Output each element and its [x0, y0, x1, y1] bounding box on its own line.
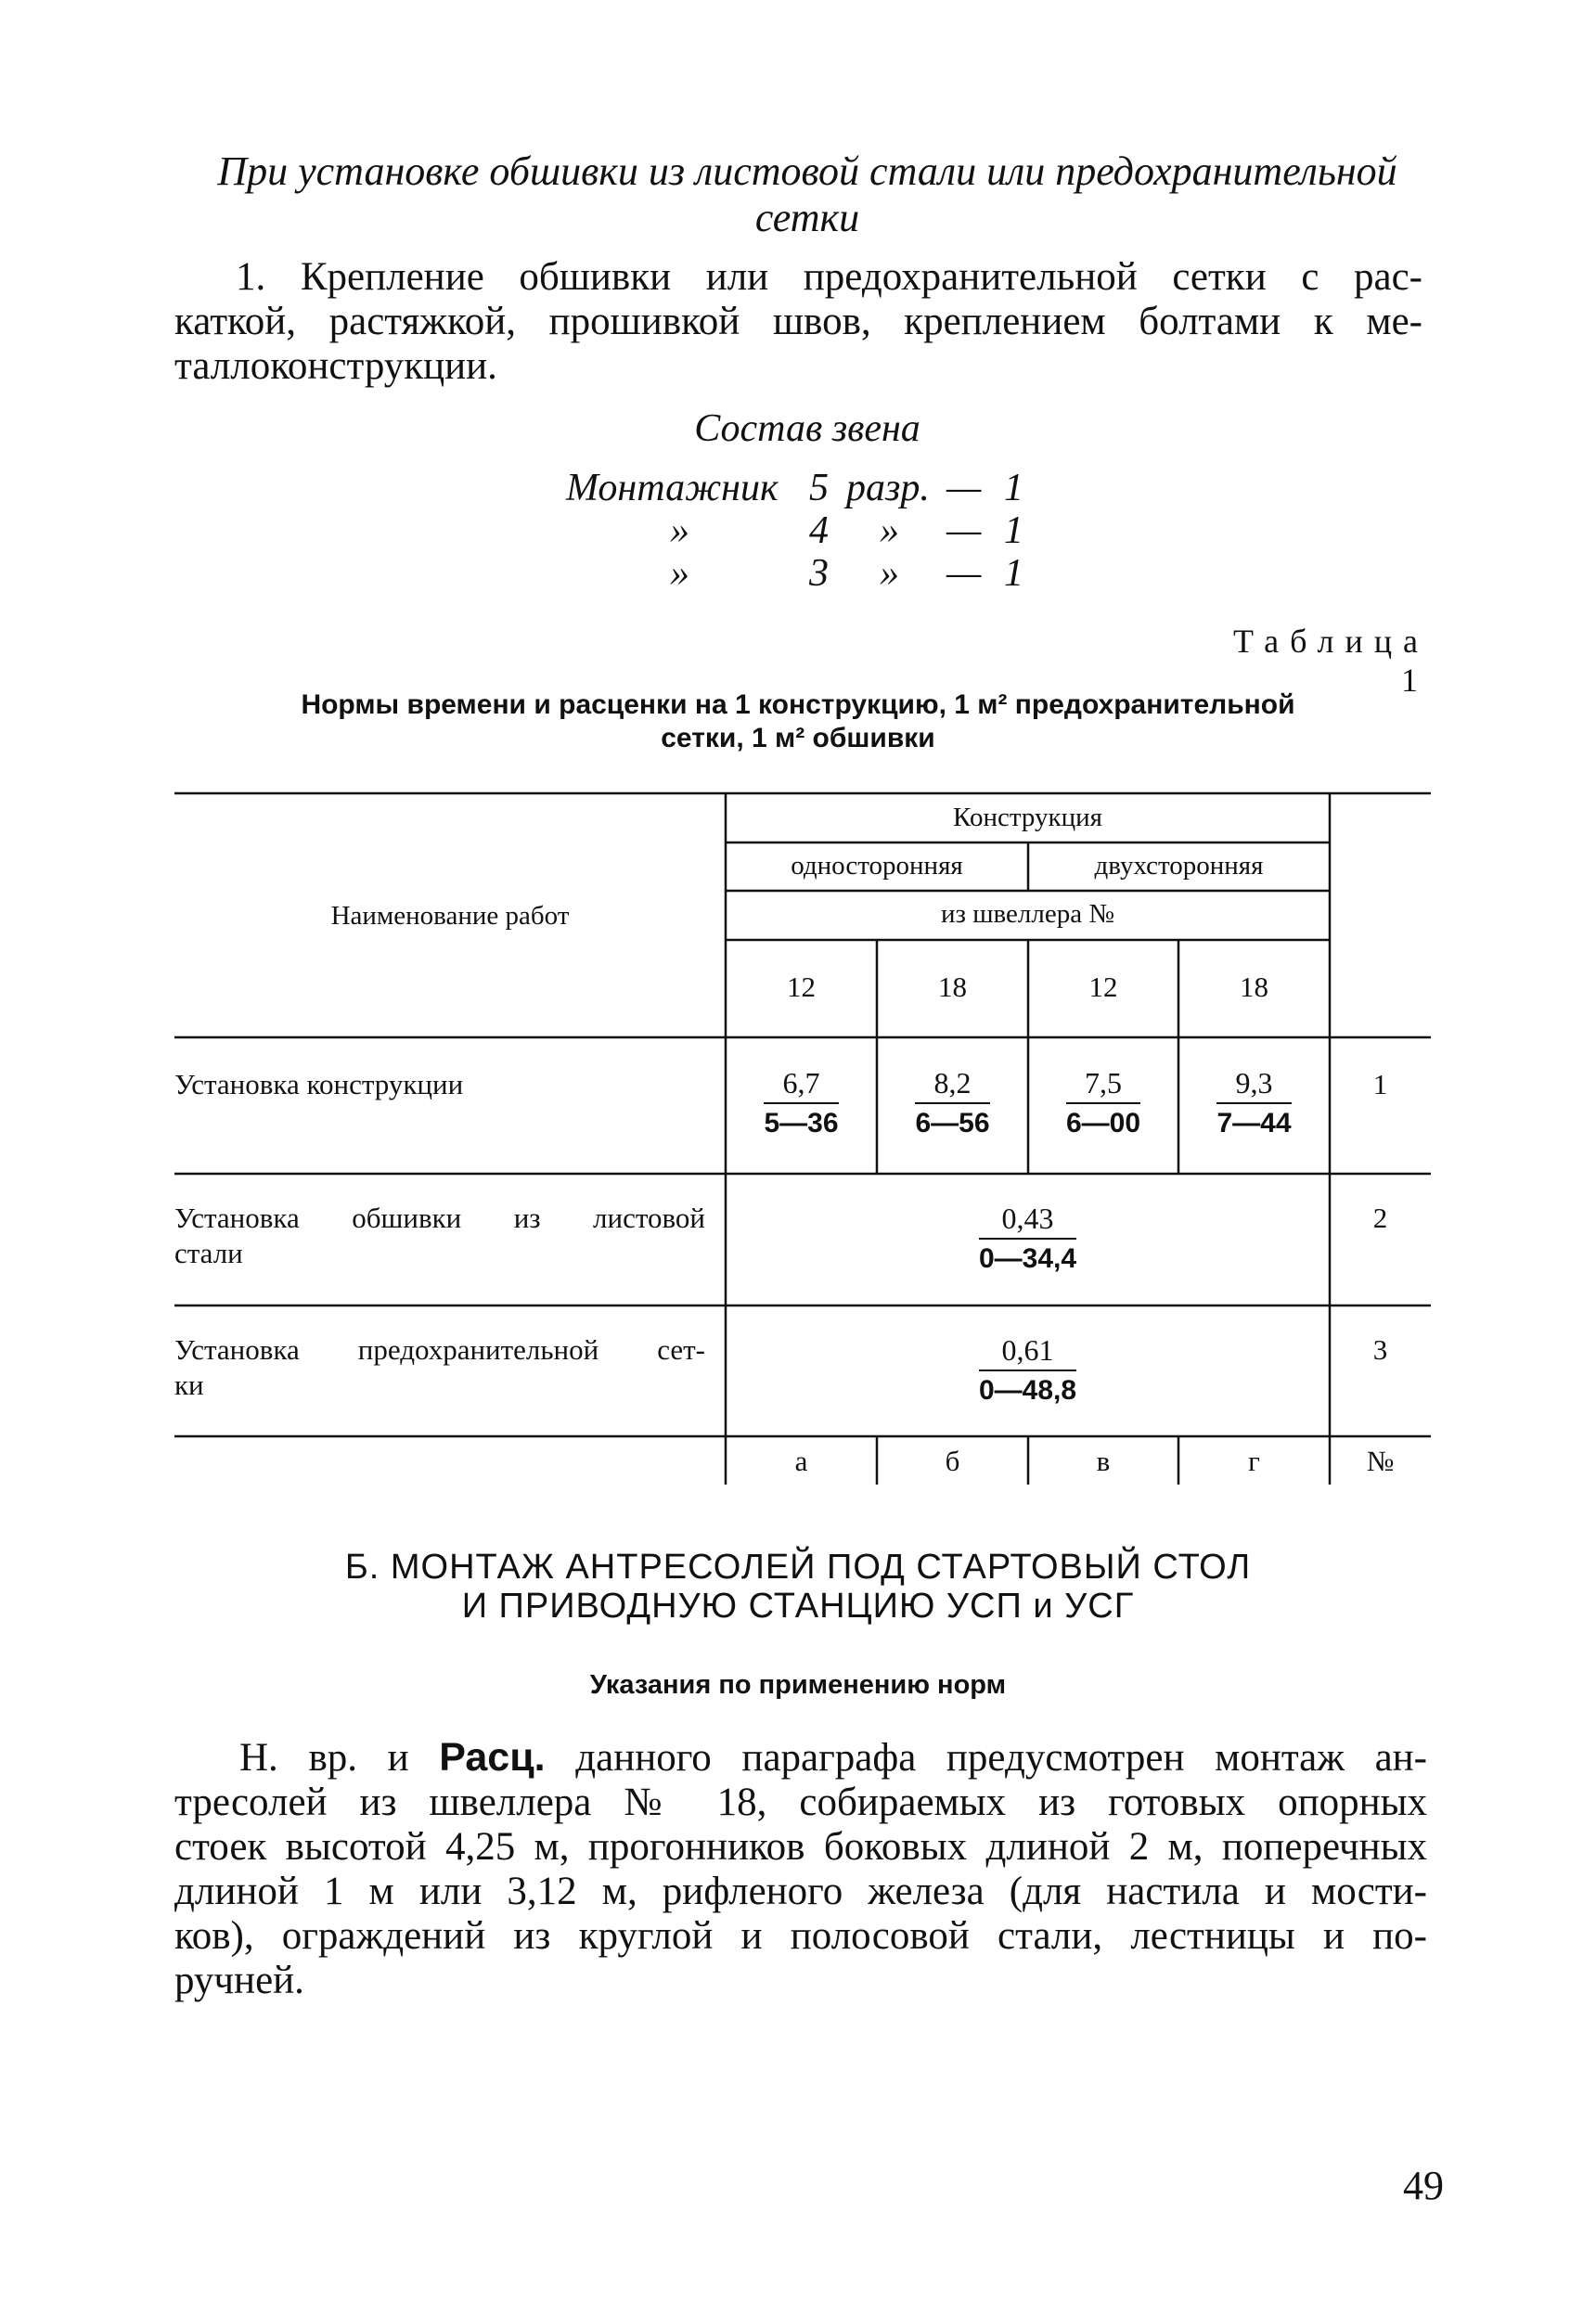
rate: 6—56 — [915, 1108, 990, 1138]
fraction — [979, 1201, 1076, 1277]
row-3-value — [726, 1332, 1330, 1408]
instructions-line3: стоек высотой 4,25 м, прогонников боковых длиной 2 м, поперечных — [174, 1825, 1427, 1869]
table-caption-line1: Нормы времени и расценки на 1 конструкцию, 1 м² предохранительной — [301, 689, 1295, 720]
row-2-work-name — [174, 1201, 705, 1271]
item-1-line3: таллоконструкции. — [174, 344, 497, 388]
row-3-work-name-line2: ки — [174, 1369, 204, 1401]
rate: 0—34,4 — [978, 1243, 1077, 1274]
column-header-work-name: Наименование работ — [330, 901, 570, 931]
crew-count: 1 — [1004, 509, 1023, 552]
fraction — [1066, 1065, 1140, 1141]
channel-number: 12 — [787, 971, 816, 1003]
row-3-work-name-line1: Установка предохранительной сет- — [174, 1333, 705, 1366]
crew-grade: 4 — [809, 509, 829, 552]
row-1-value-g — [1178, 1065, 1330, 1141]
instructions-line1-start: Н. вр. и — [239, 1736, 440, 1780]
time-norm: 0,43 — [979, 1201, 1076, 1240]
row-1-number: 1 — [1372, 1068, 1388, 1100]
instructions-line6: ручней. — [174, 1959, 304, 2002]
footer-letter-a: а — [794, 1445, 808, 1477]
footer-number-sign: № — [1366, 1445, 1395, 1477]
instructions-bold-term: Расц. — [439, 1735, 546, 1780]
section-b-title — [223, 1548, 1373, 1626]
channel-number: 12 — [1088, 971, 1118, 1003]
column-header-construction: Конструкция — [953, 803, 1102, 832]
crew-who: Монтажник — [566, 467, 779, 509]
instructions-line5: ков), ограждений из круглой и полосовой стали, лестницы и по- — [174, 1914, 1427, 1958]
rate: 5—36 — [764, 1108, 839, 1138]
rate: 7—44 — [1216, 1108, 1292, 1138]
row-1-value-v — [1028, 1065, 1178, 1141]
instructions-line2: тресолей из швеллера № 18, собираемых из готовых опорных — [174, 1781, 1427, 1824]
time-norm: 6,7 — [764, 1065, 838, 1104]
crew-unit: » — [880, 552, 899, 595]
column-header-channel: из швеллера № — [940, 899, 1115, 929]
row-2-work-name-line1: Установка обшивки из листовой — [174, 1202, 705, 1234]
crew-count: 1 — [1004, 467, 1023, 509]
row-3-number: 3 — [1372, 1333, 1388, 1366]
row-3-work-name — [174, 1332, 705, 1403]
subsection-heading-line1: При установке обшивки из листовой стали или предохранительной — [217, 148, 1397, 194]
fraction — [979, 1332, 1076, 1408]
crew-grade: 5 — [809, 467, 829, 509]
footer-letter-b: б — [945, 1445, 960, 1477]
crew-dash: — — [946, 509, 982, 552]
table-label: Таблица 1 — [1233, 623, 1429, 699]
fraction — [764, 1065, 838, 1141]
item-1-line1: 1. Крепление обшивки или предохранительной сетки с рас- — [236, 255, 1422, 299]
section-b-title-line2: И ПРИВОДНУЮ СТАНЦИЮ УСП и УСГ — [461, 1587, 1135, 1626]
crew-grade: 3 — [809, 552, 829, 595]
row-2-number: 2 — [1372, 1202, 1388, 1234]
rate: 0—48,8 — [978, 1375, 1077, 1406]
instructions-title: Указания по применению норм — [589, 1670, 1007, 1700]
instructions-line4: длиной 1 м или 3,12 м, рифленого железа (для настила и мости- — [174, 1870, 1427, 1913]
instructions-line1-rest: данного параграфа предусмотрен монтаж ан- — [545, 1736, 1427, 1780]
item-1-line2: каткой, растяжкой, прошивкой швов, креплением болтами к ме- — [174, 300, 1422, 343]
rate: 6—00 — [1065, 1108, 1141, 1138]
row-1-value-b — [877, 1065, 1028, 1141]
fraction — [1216, 1065, 1291, 1141]
time-norm: 7,5 — [1066, 1065, 1140, 1104]
crew-who: » — [670, 509, 689, 552]
row-2-work-name-line2: стали — [174, 1237, 243, 1269]
section-b-title-line1: Б. МОНТАЖ АНТРЕСОЛЕЙ ПОД СТАРТОВЫЙ СТОЛ — [344, 1548, 1252, 1587]
page-number: 49 — [1403, 2163, 1444, 2208]
crew-title: Состав звена — [694, 407, 920, 450]
time-norm: 0,61 — [979, 1332, 1076, 1371]
fraction — [915, 1065, 989, 1141]
footer-letter-v: в — [1096, 1445, 1111, 1477]
column-header-two-sided: двухсторонняя — [1094, 851, 1264, 881]
channel-number: 18 — [938, 971, 967, 1003]
time-norm: 8,2 — [915, 1065, 989, 1104]
column-header-one-sided: односторонняя — [791, 851, 963, 881]
row-2-value — [726, 1201, 1330, 1277]
crew-who: » — [670, 552, 689, 595]
row-1-value-a — [726, 1065, 877, 1141]
instructions-line1 — [174, 1735, 1427, 1781]
subsection-heading-line2: сетки — [754, 195, 860, 240]
crew-unit: » — [880, 509, 899, 552]
table-caption-line2: сетки, 1 м² обшивки — [661, 723, 935, 753]
crew-dash: — — [946, 552, 982, 595]
crew-unit: разр. — [846, 467, 930, 509]
crew-dash: — — [946, 467, 982, 509]
row-1-work-name: Установка конструкции — [174, 1068, 464, 1100]
footer-letter-g: г — [1248, 1445, 1260, 1477]
crew-count: 1 — [1004, 552, 1023, 595]
instructions-paragraph — [174, 1735, 1427, 2003]
time-norm: 9,3 — [1216, 1065, 1291, 1104]
channel-number: 18 — [1240, 971, 1268, 1003]
